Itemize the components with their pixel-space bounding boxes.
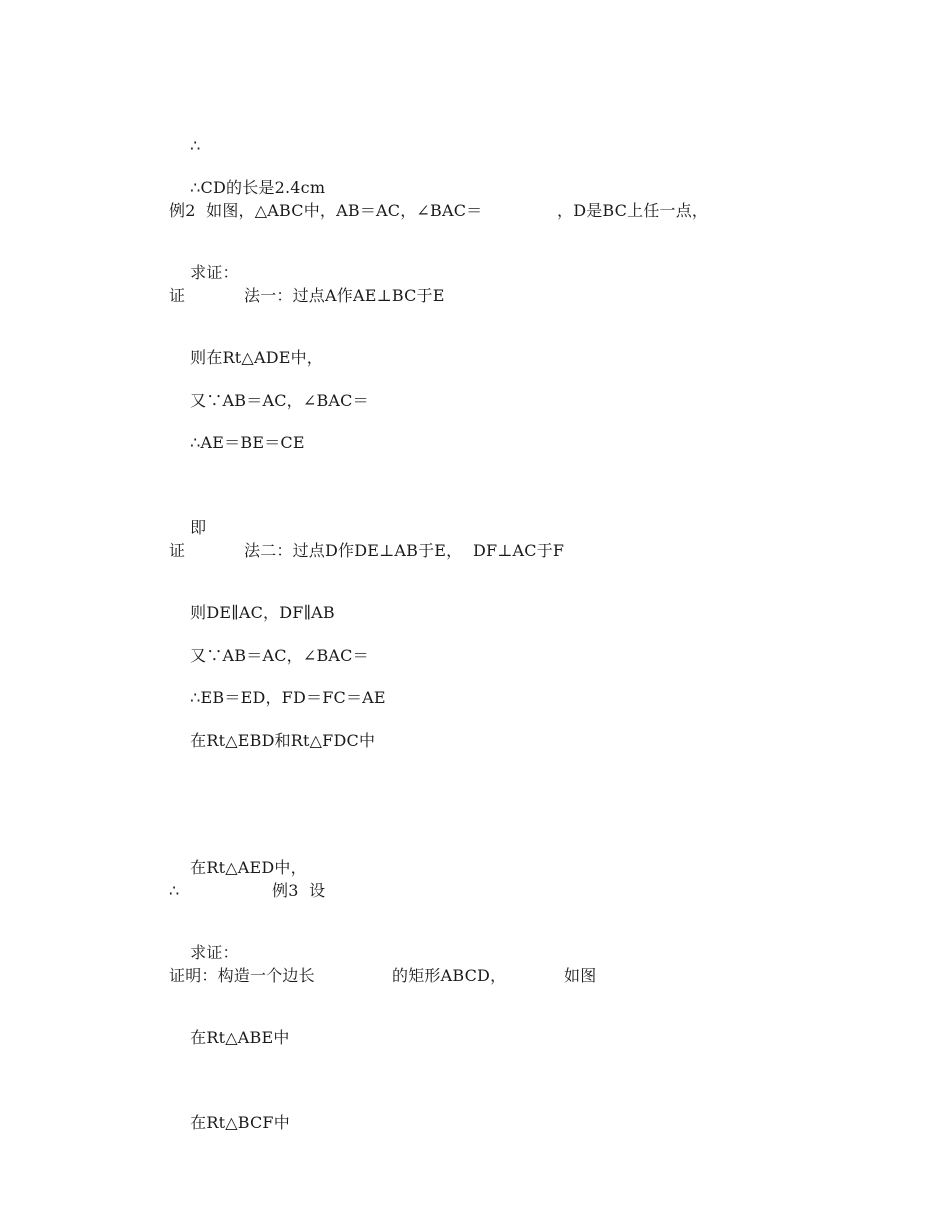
proof-3-text-3: 在Rt△BCF中 <box>190 1113 290 1132</box>
example-2-line <box>169 201 789 281</box>
proof-3-text-2: 在Rt△ABE中 <box>190 1028 290 1047</box>
proof-1-text-3: 又∵AB＝AC，∠BAC＝ <box>190 391 369 410</box>
proof-3-line-3 <box>169 1093 290 1153</box>
proof-2-text: 法二：过点D作DE⊥AB于E， DF⊥AC于F <box>244 541 565 560</box>
example-3-text: 例3 设 <box>272 881 326 900</box>
example-2-text-a: 例2 如图，△ABC中，AB＝AC，∠BAC＝ <box>169 201 483 220</box>
proof-1-line-4 <box>169 413 305 473</box>
proof-2-text-3: 又∵AB＝AC，∠BAC＝ <box>190 646 369 665</box>
proof-2-line-5 <box>169 711 375 771</box>
therefore-text-2: ∴ <box>169 881 180 900</box>
proof-1-text-4: ∴AE＝BE＝CE <box>190 433 305 452</box>
proof-2-text-4: ∴EB＝ED，FD＝FC＝AE <box>190 688 386 707</box>
proof-1-text-5: 即 <box>190 518 207 537</box>
proof-1-label: 证 <box>169 286 186 305</box>
proof-3-text-b: 的矩形ABCD， <box>392 966 507 985</box>
proof-2-label: 证 <box>169 541 186 560</box>
proof-2-text-5: 在Rt△EBD和Rt△FDC中 <box>190 731 376 750</box>
proof-3-text-c: 如图 <box>564 966 597 985</box>
proof-1-text: 法一：过点A作AE⊥BC于E <box>244 286 445 305</box>
qiuzheng-text-1: 求证： <box>190 263 239 282</box>
proof-2-text-6: 在Rt△AED中， <box>190 858 307 877</box>
proof-3-text-a: 证明：构造一个边长 <box>169 966 315 985</box>
proof-3-line-2 <box>169 1008 290 1068</box>
proof-1-text-2: 则在Rt△ADE中， <box>190 348 324 367</box>
example-2-text-b: ，D是BC上任一点， <box>557 201 709 220</box>
cd-length-text: ∴CD的长是2.4cm <box>190 178 326 197</box>
proof-2-text-2: 则DE∥AC，DF∥AB <box>190 603 335 622</box>
therefore-text: ∴ <box>190 136 201 155</box>
qiuzheng-text-2: 求证： <box>190 943 239 962</box>
